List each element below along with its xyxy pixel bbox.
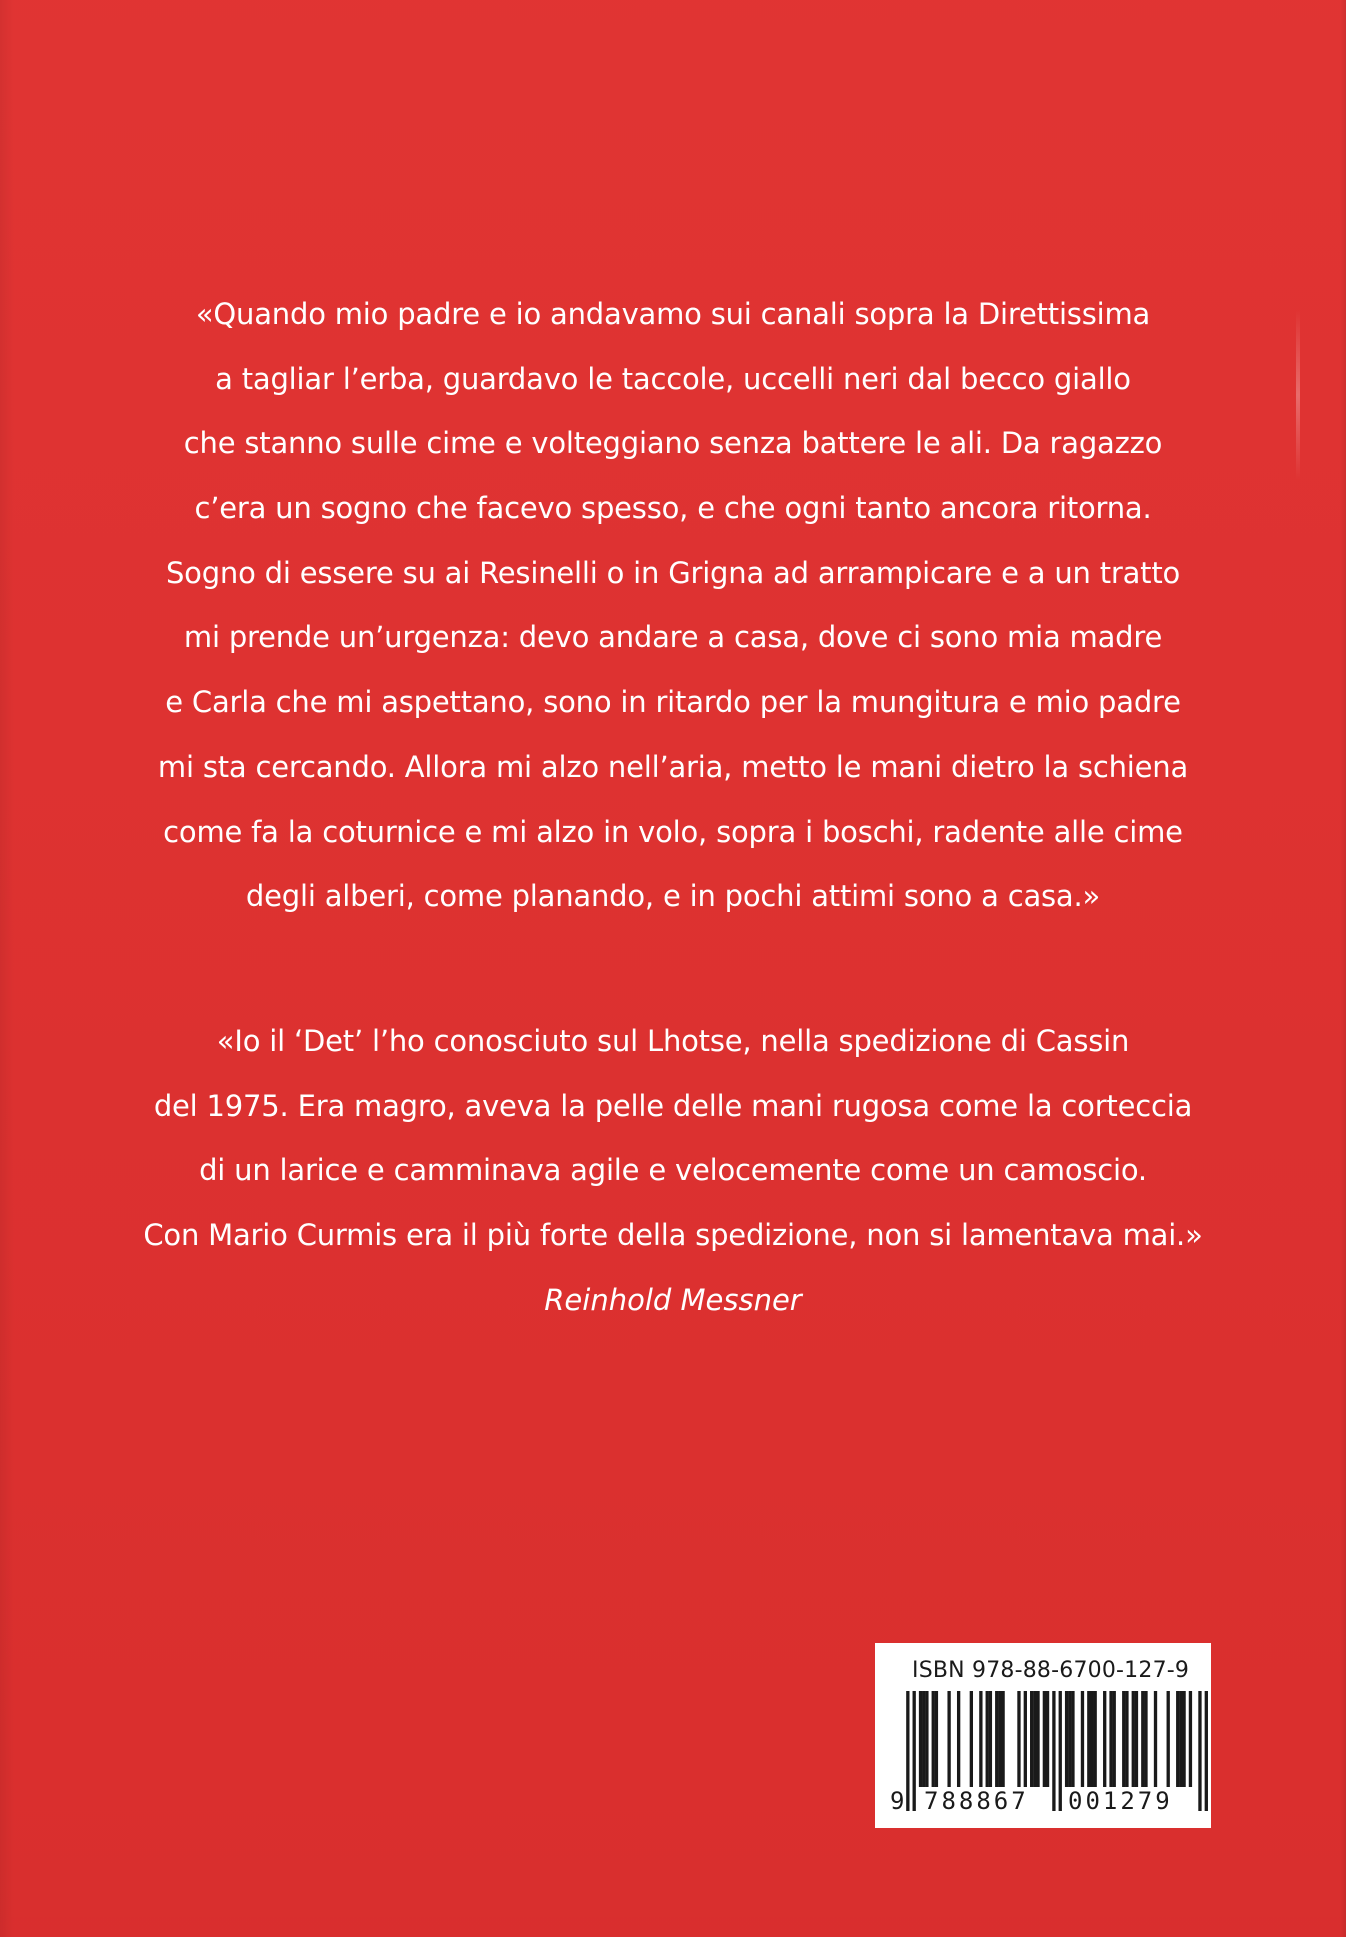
cover-crease	[1296, 310, 1300, 480]
barcode-bar	[1176, 1691, 1179, 1787]
barcode-bar	[1179, 1691, 1182, 1787]
barcode-bar	[1154, 1691, 1157, 1787]
barcode-bar	[1109, 1691, 1112, 1787]
barcode-bar	[922, 1691, 925, 1787]
barcode-bar	[1036, 1691, 1039, 1787]
quote-line: e Carla che mi aspettano, sono in ritardo per la mungitura e mio padre	[165, 685, 1181, 720]
barcode-bar	[1167, 1691, 1170, 1787]
quote-line: «Quando mio padre e io andavamo sui canali sopra la Direttissima	[195, 297, 1151, 331]
blurb-quote-first	[85, 282, 1261, 929]
barcode-bar	[1132, 1691, 1135, 1787]
barcode-bar	[1030, 1691, 1033, 1787]
barcode-right-digits: 001279	[1068, 1787, 1173, 1815]
quote-line: come fa la coturnice e mi alzo in volo, sopra i boschi, radente alle cime	[163, 814, 1183, 849]
barcode-bar	[1205, 1691, 1208, 1811]
quote-line: del 1975. Era magro, aveva la pelle delle mani rugosa come la corteccia	[153, 1088, 1193, 1123]
isbn-barcode-box	[875, 1643, 1211, 1828]
quote-line: mi sta cercando. Allora mi alzo nell’aria, metto le mani dietro la schiena	[157, 749, 1189, 784]
barcode-lead-digit: 9	[890, 1787, 905, 1815]
quote-attribution: Reinhold Messner	[544, 1283, 802, 1317]
barcode-bar	[1090, 1691, 1093, 1787]
barcode-bar	[995, 1691, 998, 1787]
quote-line: mi prende un’urgenza: devo andare a casa, dove ci sono mia madre	[183, 620, 1163, 655]
quote-line: Con Mario Curmis era il più forte della spedizione, non si lamentava mai.»	[143, 1218, 1203, 1253]
barcode-bar	[979, 1691, 982, 1787]
barcode-bar	[1141, 1691, 1144, 1787]
barcode-bar	[986, 1691, 989, 1787]
barcode-bar	[957, 1691, 960, 1787]
quote-line: Sogno di essere su ai Resinelli o in Grigna ad arrampicare e a un tratto	[165, 555, 1181, 590]
barcode-bar	[1065, 1691, 1068, 1787]
barcode-bar	[1135, 1691, 1138, 1787]
quote-line: di un larice e camminava agile e velocemente come un camoscio.	[199, 1153, 1147, 1188]
barcode-bar	[1103, 1691, 1106, 1787]
quote-line: che stanno sulle cime e volteggiano senza battere le ali. Da ragazzo	[183, 426, 1163, 461]
barcode-bar	[998, 1691, 1001, 1787]
barcode-bar	[1087, 1691, 1090, 1787]
barcode-bar	[1094, 1691, 1097, 1787]
barcode-left-digits: 788867	[924, 1787, 1029, 1815]
barcode-bar	[989, 1691, 992, 1787]
barcode-bar	[947, 1691, 950, 1787]
barcode-bar	[1017, 1691, 1020, 1787]
barcode-bar	[919, 1691, 922, 1787]
blurb-quote-second	[85, 1009, 1261, 1268]
barcode-bar	[925, 1691, 928, 1787]
barcode-bar	[1001, 1691, 1004, 1787]
quote-line: c’era un sogno che facevo spesso, e che ogni tanto ancora ritorna.	[194, 491, 1152, 526]
quote-line: degli alberi, come planando, e in pochi attimi sono a casa.»	[245, 879, 1101, 914]
barcode-bar	[935, 1691, 938, 1787]
barcode-bar	[1071, 1691, 1074, 1787]
barcode-bar	[1122, 1691, 1125, 1787]
barcode-digits	[889, 1787, 1205, 1817]
barcode-bar	[1113, 1691, 1116, 1787]
barcode-bar	[1043, 1691, 1046, 1787]
barcode-bar	[1046, 1691, 1049, 1787]
barcode-bar	[1024, 1691, 1027, 1787]
barcode-bar	[970, 1691, 973, 1787]
barcode-bar	[1081, 1691, 1084, 1787]
quote-line: a tagliar l’erba, guardavo le taccole, uccelli neri dal becco giallo	[215, 361, 1131, 396]
cover-edge-shadow	[1340, 0, 1346, 1937]
barcode-bar	[1068, 1691, 1071, 1787]
barcode-bar	[1189, 1691, 1192, 1787]
barcode-bar	[1033, 1691, 1036, 1787]
barcode-bar	[1182, 1691, 1185, 1787]
barcode-bar	[1125, 1691, 1128, 1787]
quote-line: «Io il ‘Det’ l’ho conosciuto sul Lhotse, nella spedizione di Cassin	[216, 1024, 1130, 1058]
barcode-bar	[932, 1691, 935, 1787]
barcode-bar	[1144, 1691, 1147, 1787]
isbn-number: ISBN 978-88-6700-127-9	[912, 1658, 1190, 1683]
